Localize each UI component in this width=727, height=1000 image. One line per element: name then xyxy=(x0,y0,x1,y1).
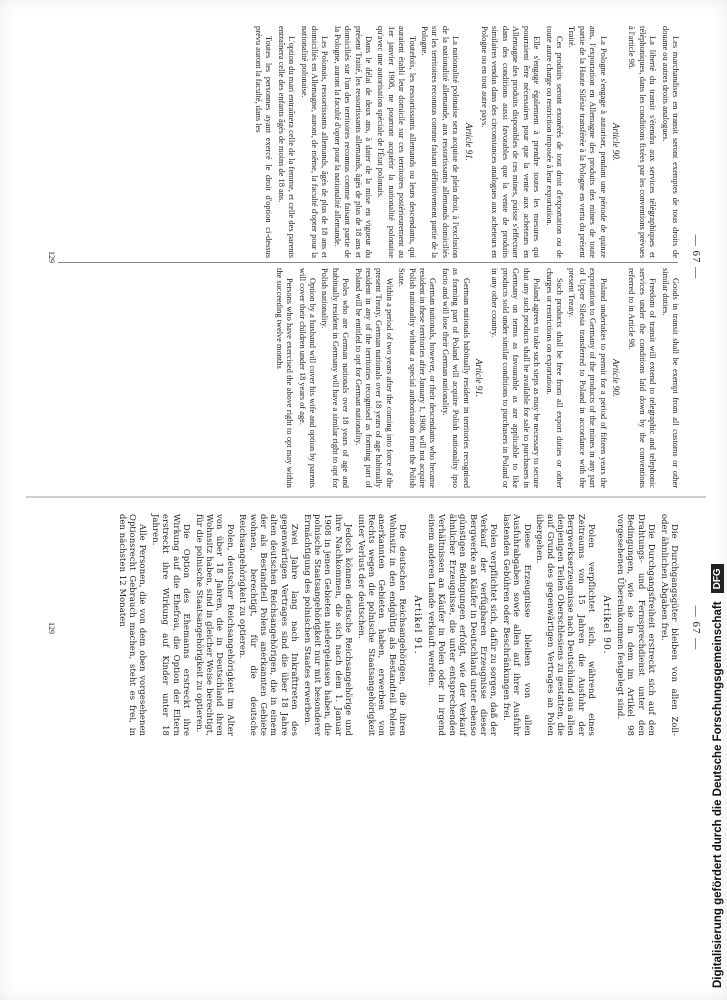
right-page-number: — 67 — xyxy=(690,605,702,651)
french-paragraph: Elle s'engage également à prendre toutes les mesures qui pourraient être nécessaires pour que la vente aux acheteurs en Allemagne des produits disponibles de ces mines, puisse s'effectuer dans des conditions aussi favorables que la vente de produits similaires vendus dans des circonstances analogues aux acheteurs en Pologne ou en tout autre pays. xyxy=(480,26,542,258)
dfg-watermark xyxy=(704,0,727,1000)
german-paragraph: Diese Erzeugnisse bleiben von allen Ausfuhrabgaben sowie allen auf ihrer Ausfuhr lastenden Gebühren oder Beschränkungen frei. xyxy=(501,514,533,736)
english-paragraph: Such products shall be free from all export duties or other charges or restrictions on exportation. xyxy=(544,268,564,488)
french-paragraph: La nationalité polonaise sera acquise de plein droit, à l'exclusion de la nationalité allemande, aux ressortissants allemands domiciliés sur les territoires reconnus comme faisant définitivement partie de la Pologne. xyxy=(420,26,461,258)
left-page-signature-number: 129 xyxy=(47,251,56,263)
french-paragraph: La liberté du transit s'étendra aux services télégraphiques et téléphoniques, dans les conditions fixées par les conventions prévues à l'article 98. xyxy=(627,26,658,258)
german-paragraph: Jedoch können deutsche Reichsangehörige und ihre Nachkommen, die sich nach dem 1. Januar 1908 in jenen Gebieten niedergelassen haben, die polnische Staatsangehörigkeit nur mit besonderer Ermächtigung des polnischen Staates erwerben. xyxy=(302,514,355,736)
english-article-91-heading: Article 91. xyxy=(474,359,485,397)
french-paragraph: Les Polonais, ressortissants allemands, âgés de plus de 18 ans et domiciliés en Allemagne, auront, de même, la faculté d'opter pour la nationalité polonaise. xyxy=(299,26,330,258)
english-paragraph: Poland agrees to take such steps as may be necessary to secure that any such products shall be available for sale to purchasers in Germany on terms as favourable as are applicable to like products sold under similar conditions to purchasers in Poland or in any other country. xyxy=(490,268,542,489)
column-rule xyxy=(58,262,678,263)
german-paragraph: Die deutschen Reichsangehörigen, die ihren Wohnsitz in den endgültig als Bestandteil Polens anerkannten Gebieten haben, erwerben von Rechts wegen die polnische Staatsangehörigkeit unter Verlust der deutschen. xyxy=(356,514,409,736)
dfg-logo-icon: DFG xyxy=(711,564,724,593)
english-paragraph: Within a period of two years after the coming into force of the present Treaty, German nationals over 18 years of age habitually resident in any of the territories recognised as forming part of Poland will be entitled to opt for German nationality. xyxy=(353,268,394,488)
english-paragraph: German nationals habitually resident in territories recognised as forming part of Poland will acquire Polish nationality ipso facto and will lose their German nationality. xyxy=(440,268,471,488)
french-paragraph: Toutes les personnes ayant exercé le droit d'option ci-dessus prévu auront la faculté, dans les xyxy=(253,26,274,258)
german-paragraph: Die Durchgangsfreiheit erstreckt sich auf den Drahtungs- und Fernsprechdienst unter den Bedingungen, wie sie in dem im Artikel 98 vorgesehenen Übereinkommen festgelegt sind. xyxy=(615,514,658,736)
english-paragraph: Persons who have exercised the above right to opt may within the succeeding twelve months xyxy=(274,268,295,488)
english-paragraph: German nationals, however, or their descendants who became resident in these territories after January 1, 1908, will not acquire Polish nationality without a special authorisation from the Polish State. xyxy=(397,268,438,488)
german-article-91-heading: Artikel 91. xyxy=(411,595,422,655)
english-paragraph: Poland undertakes to permit for a period of fifteen years the exportation to Germany of the products of the mines in any part of Upper Silesia transferred to Poland in accordance with the present Treaty. xyxy=(567,268,608,488)
english-paragraph: Option by a husband will cover his wife and option by parents will cover their children under 18 years of age. xyxy=(297,268,317,488)
french-paragraph: Toutefois, les ressortissants allemands ou leurs descendants, qui auraient établi leur domicile sur ces territoires postérieurement au 1er janvier 1908, ne pourront acquérir la nationalité polonaise qu'avec une autorisation spéciale de l'État polonais. xyxy=(376,26,417,258)
french-paragraph: L'option du mari entraînera celle de la femme, et celle des parents entraînera celle des enfants âgés de moins de 18 ans. xyxy=(276,26,297,258)
english-paragraph: Freedom of transit will extend to telegraphic and telephonic services under the conditions laid down by the conventions referred to in Article 98. xyxy=(627,268,658,488)
german-column xyxy=(115,514,680,736)
french-paragraph: Les marchandises en transit seront exemptes de tous droits de douane ou autres droits analogues. xyxy=(660,26,680,258)
french-column xyxy=(251,26,680,258)
english-paragraph: Poles who are German nationals over 18 years of age and habitually resident in Germany will have a similar right to opt for Polish nationality. xyxy=(320,268,351,488)
page-gutter xyxy=(26,496,706,504)
right-page xyxy=(26,508,706,978)
left-page-number: — 67 — xyxy=(690,234,702,280)
rotated-spread xyxy=(26,18,706,978)
french-article-91-heading: Article 91. xyxy=(463,123,474,161)
english-paragraph: Goods in transit shall be exempt from all customs or other similar duties. xyxy=(660,268,680,488)
watermark-text: Digitalisierung gefördert durch die Deutsche Forschungsgemeinschaft xyxy=(711,601,724,988)
french-article-90-heading: Article 90. xyxy=(610,123,621,161)
english-article-90-heading: Article 90. xyxy=(610,359,621,397)
german-paragraph: Die Option des Ehemanns erstreckt ihre Wirkung auf die Ehefrau, die Option der Eltern erstreckt ihre Wirkung auf Kinder unter 18 Jahren. xyxy=(150,514,193,736)
french-paragraph: La Pologne s'engage à autoriser, pendant une période de quinze ans, l'exportation en Allemagne des produits des mines de toute partie de la Haute Silésie transférée à la Pologne en vertu du présent Traité. xyxy=(567,26,608,258)
french-paragraph: Ces produits seront exonérés de tout droit d'exportation ou de toute autre charge ou restriction imposée à leur exportation. xyxy=(544,26,564,258)
german-article-90-heading: Artikel 90. xyxy=(600,595,611,655)
german-paragraph: Alle Personen, die von dem oben vorgesehenen Optionsrecht Gebrauch machen, steht es frei, in den nächsten 12 Monaten xyxy=(117,514,149,736)
german-paragraph: Die Durchgangsgüter bleiben von allen Zoll- oder ähnlichen Abgaben frei. xyxy=(659,514,680,736)
german-paragraph: Polen verpflichtet sich, dafür zu sorgen, daß der Verkauf der verfügbaren Erzeugnisse dieser Bergwerke an Käufer in Deutschland unter ebenso günstigen Bedingungen erfolgt, wie der Verkauf ähnlicher Erzeugnisse, die unter entsprechenden Verhältnissen an Käufer in Polen oder in irgend einem anderen Lande verkauft werden. xyxy=(427,514,500,736)
english-column xyxy=(271,268,680,488)
right-page-signature-number: 129 xyxy=(47,622,56,634)
german-paragraph: Zwei Jahre lang nach Inkrafttreten des gegenwärtigen Vertrages sind die über 18 Jahre alten deutschen Reichsangehörigen, die in einem der als Bestandteil Polens anerkannten Gebiete wohnen, berechtigt, für die deutsche Reichsangehörigkeit zu optieren. xyxy=(238,514,301,736)
left-page xyxy=(26,18,706,496)
french-paragraph: Dans le délai de deux ans, à dater de la mise en vigueur du présent Traité, les ressortissants allemands, âgés de plus de 18 ans et domiciliés sur l'un des territoires reconnus comme faisant partie de la Pologne, auront la faculté d'opter pour la nationalité allemande. xyxy=(332,26,374,258)
german-paragraph: Polen, deutscher Reichsangehörigkeit im Alter von über 18 Jahren, die in Deutschland ihren Wohnsitz haben, sind in gleicher Weise berechtigt, für die polnische Staatsangehörigkeit zu optieren. xyxy=(194,514,236,736)
german-paragraph: Polen verpflichtet sich, während eines Zeitraums von 15 Jahren die Ausfuhr der Bergwerkserzeugnisse nach Deutschland aus allen denjenigen Teilen Oberschlesiens zu gestatten, die auf Grund des gegenwärtigen Vertrages an Polen übergehen. xyxy=(535,514,598,736)
